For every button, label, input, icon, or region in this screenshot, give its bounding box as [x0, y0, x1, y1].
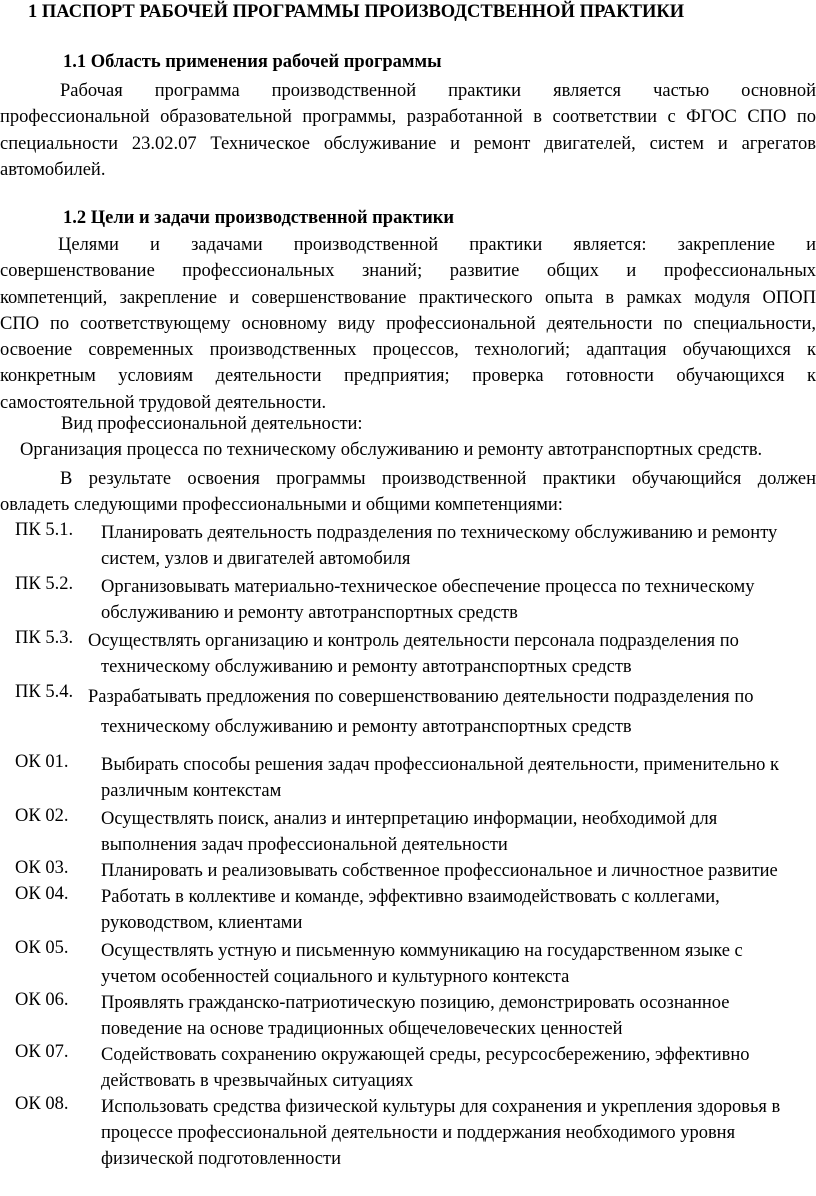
paragraph-line: самостоятельной трудовой деятельности. — [0, 392, 327, 413]
activity-label: Вид профессиональной деятельности: — [61, 414, 363, 434]
competency-text — [101, 752, 816, 804]
section-1-2-heading: 1.2 Цели и задачи производственной практики — [63, 208, 455, 228]
competency-line: Планировать и реализовывать собственное профессиональное и личностное развитие — [101, 861, 778, 881]
competency-line: Осуществлять организацию и контроль деятельности персонала подразделения по — [88, 631, 739, 651]
paragraph-line: освоение современных производственных процессов, технологий; адаптация обучающихся к — [0, 340, 816, 361]
competency-line: обслуживанию и ремонту автотранспортных средств — [101, 603, 518, 623]
competency-line: Проявлять гражданско-патриотическую позицию, демонстрировать осознанное — [101, 993, 730, 1013]
competency-line: процессе профессиональной деятельности и поддержания необходимого уровня — [101, 1123, 736, 1143]
paragraph-line: компетенций, закрепление и совершенствование практического опыта в рамках модуля ОПОП — [0, 287, 816, 308]
section-1-1-heading: 1.1 Область применения рабочей программы — [63, 52, 442, 72]
paragraph-line: Рабочая программа производственной практики является частью основной — [60, 81, 816, 101]
activity-value: Организация процесса по техническому обслуживанию и ремонту автотранспортных средств. — [20, 440, 763, 460]
competency-text — [101, 858, 816, 884]
document-title: 1 ПАСПОРТ РАБОЧЕЙ ПРОГРАММЫ ПРОИЗВОДСТВЕННОЙ ПРАКТИКИ — [28, 2, 685, 22]
competency-code: ПК 5.3. — [15, 628, 74, 648]
paragraph-line: специальности 23.02.07 Техническое обслуживание и ремонт двигателей, систем и агрегатов — [0, 133, 816, 154]
competency-code: ОК 07. — [15, 1042, 69, 1062]
competency-text — [101, 990, 816, 1042]
competency-line: Осуществлять поиск, анализ и интерпретацию информации, необходимой для — [101, 809, 718, 829]
competency-text — [88, 682, 816, 742]
paragraph-line: Целями и задачами производственной практики является: закрепление и — [58, 235, 816, 255]
paragraph-line: автомобилей. — [0, 159, 106, 180]
competency-line: Планировать деятельность подразделения по техническому обслуживанию и ремонту — [101, 523, 778, 543]
competency-line: действовать в чрезвычайных ситуациях — [101, 1071, 414, 1091]
competency-line: техническому обслуживанию и ремонту автотранспортных средств — [101, 717, 632, 737]
competency-text — [101, 574, 816, 626]
competency-text — [101, 884, 816, 936]
competency-line: Осуществлять устную и письменную коммуникацию на государственном языке с — [101, 941, 743, 961]
competency-line: Использовать средства физической культуры для сохранения и укрепления здоровья в — [101, 1097, 781, 1117]
paragraph-line: профессиональной образовательной программы, разработанной в соответствии с ФГОС СПО по — [0, 107, 816, 128]
competency-code: ОК 06. — [15, 990, 69, 1010]
competency-line: учетом особенностей социального и культурного контекста — [101, 967, 570, 987]
competency-text — [101, 520, 816, 572]
competency-code: ПК 5.1. — [15, 520, 74, 540]
section-1-2-paragraph — [0, 232, 816, 416]
competency-line: Работать в коллективе и команде, эффективно взаимодействовать с коллегами, — [101, 887, 720, 907]
paragraph-line: совершенствование профессиональных знаний; развитие общих и профессиональных — [0, 261, 816, 282]
competency-line: Выбирать способы решения задач профессиональной деятельности, применительно к — [101, 755, 780, 775]
competency-line: выполнения задач профессиональной деятельности — [101, 835, 508, 855]
competency-text — [88, 628, 816, 680]
competency-code: ПК 5.2. — [15, 574, 74, 594]
competency-text — [101, 1042, 816, 1094]
competency-text — [101, 938, 816, 990]
competency-code: ОК 05. — [15, 938, 69, 958]
competency-code: ОК 04. — [15, 884, 69, 904]
competency-line: поведение на основе традиционных общечеловеческих ценностей — [101, 1019, 623, 1039]
competency-line: Содействовать сохранению окружающей среды, ресурсосбережению, эффективно — [101, 1045, 750, 1065]
competency-code: ПК 5.4. — [15, 682, 74, 702]
competency-code: ОК 08. — [15, 1094, 69, 1114]
paragraph-line: СПО по соответствующему основному виду профессиональной деятельности по специальности, — [0, 313, 816, 334]
competency-code: ОК 02. — [15, 806, 69, 826]
competency-line: физической подготовленности — [101, 1149, 342, 1169]
competency-code: ОК 01. — [15, 752, 69, 772]
competency-text — [101, 806, 816, 858]
competency-line: Разрабатывать предложения по совершенствованию деятельности подразделения по — [88, 687, 754, 707]
competency-line: техническому обслуживанию и ремонту автотранспортных средств — [101, 657, 632, 677]
competency-line: различным контекстам — [101, 781, 282, 801]
paragraph-line: В результате освоения программы производственной практики обучающийся должен — [60, 469, 816, 489]
competency-line: Организовывать материально-техническое обеспечение процесса по техническому — [101, 577, 755, 597]
competency-code: ОК 03. — [15, 858, 69, 878]
competency-line: систем, узлов и двигателей автомобиля — [101, 549, 411, 569]
paragraph-line: овладеть следующими профессиональными и общими компетенциями: — [0, 495, 563, 516]
competency-line: руководством, клиентами — [101, 913, 303, 933]
competency-text — [101, 1094, 816, 1172]
section-1-1-paragraph — [0, 78, 816, 183]
result-paragraph — [0, 466, 816, 519]
paragraph-line: конкретным условиям деятельности предприятия; проверка готовности обучающихся к — [0, 366, 816, 387]
